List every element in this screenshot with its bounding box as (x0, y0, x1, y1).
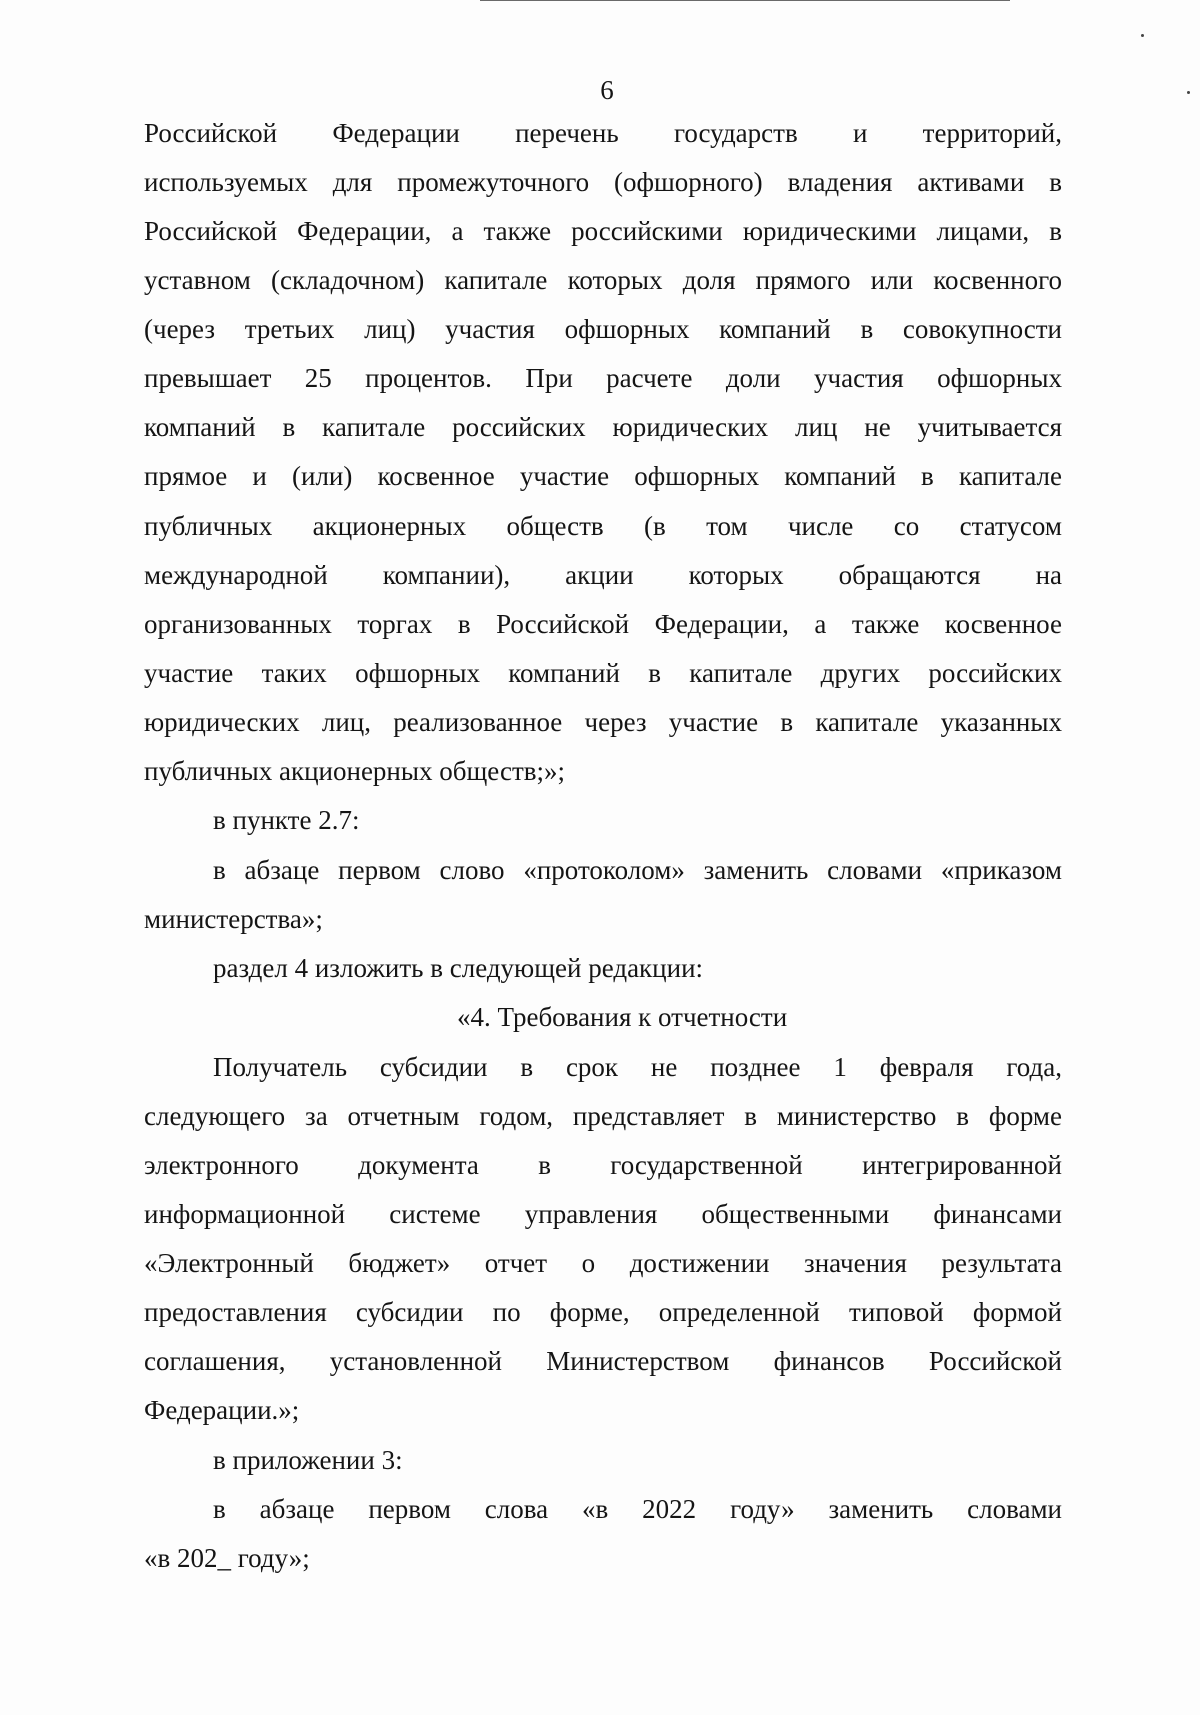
paragraph-line: используемых для промежуточного (офшорного) владения активами в (144, 167, 1062, 197)
section-heading: «4. Требования к отчетности (457, 1002, 788, 1032)
paragraph-line: участие таких офшорных компаний в капитале других российских (144, 658, 1062, 688)
paragraph-line: Федерации.»; (144, 1395, 300, 1425)
paragraph-line: уставном (складочном) капитале которых доля прямого или косвенного (144, 265, 1062, 295)
paragraph-line: превышает 25 процентов. При расчете доли участия офшорных (144, 363, 1062, 393)
paragraph-line: публичных акционерных обществ (в том числе со статусом (144, 511, 1062, 541)
paragraph-line: Получатель субсидии в срок не позднее 1 февраля года, (213, 1052, 1062, 1082)
paragraph-line: публичных акционерных обществ;»; (144, 756, 565, 786)
scan-speck (1141, 34, 1144, 37)
paragraph-line: в пункте 2.7: (213, 805, 360, 835)
paragraph-line: международной компании), акции которых обращаются на (144, 560, 1062, 590)
paragraph-line: организованных торгах в Российской Федерации, а также косвенное (144, 609, 1062, 639)
paragraph-line: в абзаце первом слова «в 2022 году» заменить словами (213, 1494, 1062, 1524)
paragraph-line: в абзаце первом слово «протоколом» заменить словами «приказом (213, 855, 1062, 885)
page-number: 6 (600, 75, 614, 105)
paragraph-line: Российской Федерации, а также российскими юридическими лицами, в (144, 216, 1062, 246)
paragraph-line: электронного документа в государственной интегрированной (144, 1150, 1062, 1180)
paragraph-line: следующего за отчетным годом, представляет в министерство в форме (144, 1101, 1062, 1131)
paragraph-line: компаний в капитале российских юридических лиц не учитывается (144, 412, 1062, 442)
paragraph-line: раздел 4 изложить в следующей редакции: (213, 953, 704, 983)
paragraph-line: «Электронный бюджет» отчет о достижении значения результата (144, 1248, 1062, 1278)
paragraph-line: «в 202_ году»; (144, 1543, 310, 1573)
paragraph-line: юридических лиц, реализованное через участие в капитале указанных (144, 707, 1062, 737)
paragraph-line: предоставления субсидии по форме, определенной типовой формой (144, 1297, 1062, 1327)
paragraph-line: Российской Федерации перечень государств и территорий, (144, 118, 1062, 148)
paragraph-line: информационной системе управления общественными финансами (144, 1199, 1062, 1229)
paragraph-line: в приложении 3: (213, 1445, 403, 1475)
paragraph-line: министерства»; (144, 904, 323, 934)
scan-edge-line (480, 0, 1010, 1)
paragraph-line: прямое и (или) косвенное участие офшорных компаний в капитале (144, 461, 1062, 491)
paragraph-line: (через третьих лиц) участия офшорных компаний в совокупности (144, 314, 1062, 344)
paragraph-line: соглашения, установленной Министерством финансов Российской (144, 1346, 1062, 1376)
